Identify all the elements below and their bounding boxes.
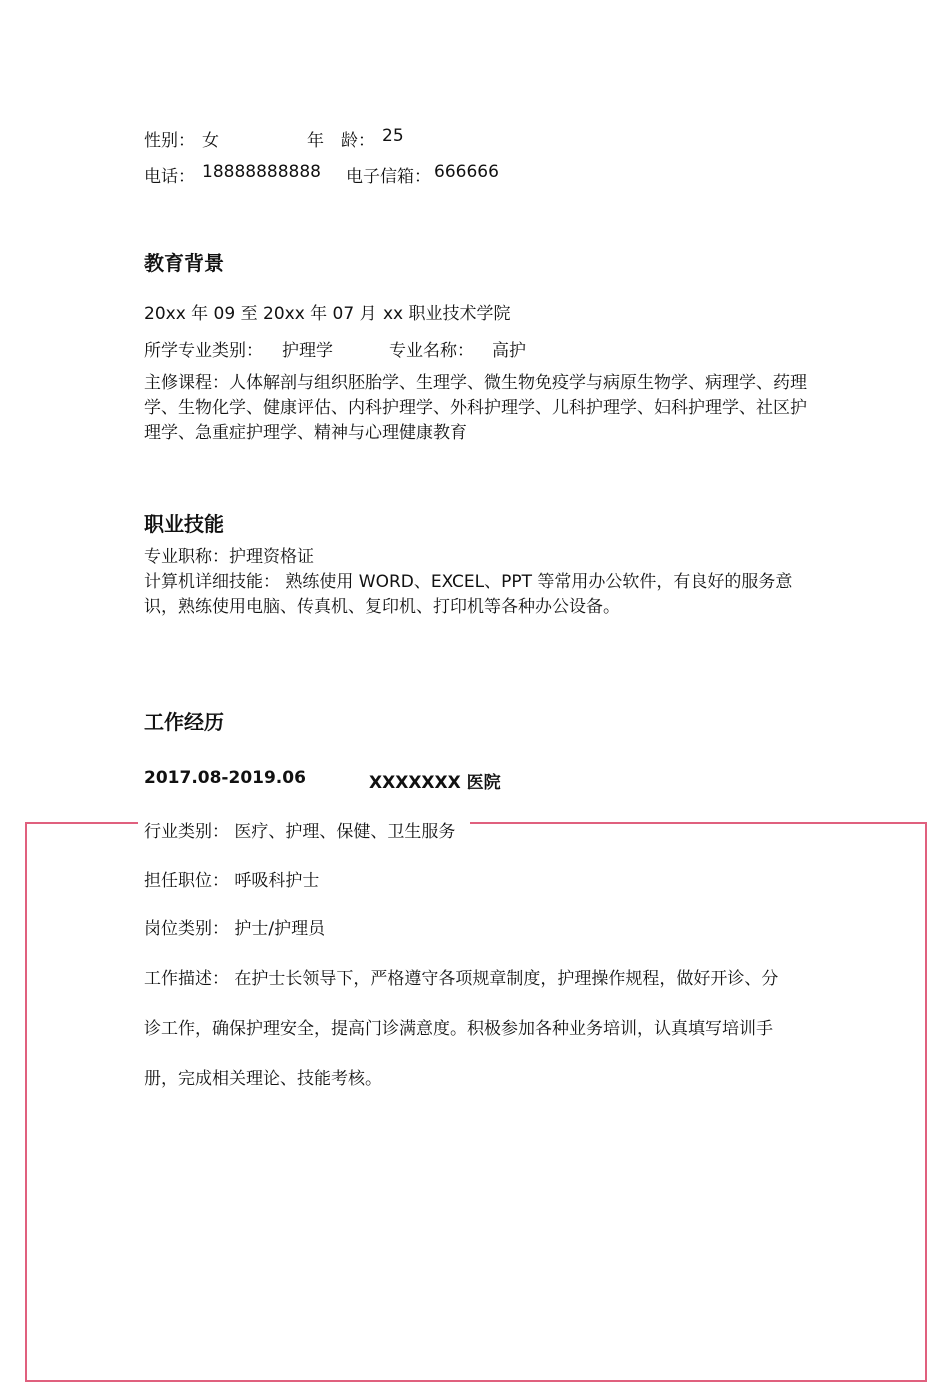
skills-heading: 职业技能 [144, 512, 224, 536]
phone-label: 电话： [144, 167, 195, 187]
description-line-1: 工作描述： 在护士长领导下，严格遵守各项规章制度，护理操作规程，做好开诊、分 [144, 969, 779, 989]
industry-line: 行业类别： 医疗、护理、保健、卫生服务 [144, 822, 456, 842]
description-line-3: 册，完成相关理论、技能考核。 [144, 1069, 382, 1089]
major-name-value: 高护 [492, 341, 526, 361]
age-value: 25 [382, 126, 404, 146]
description-line-2: 诊工作，确保护理安全，提高门诊满意度。积极参加各种业务培训，认真填写培训手 [144, 1019, 773, 1039]
phone-value: 18888888888 [202, 162, 321, 182]
position-line: 担任职位： 呼吸科护士 [144, 871, 320, 891]
major-name-label: 专业名称： [389, 341, 474, 361]
professional-title: 专业职称：护理资格证 [144, 547, 314, 567]
major-category-label: 所学专业类别： [144, 341, 263, 361]
job-type-line: 岗位类别： 护士/护理员 [144, 919, 326, 939]
work-employer: XXXXXXX 医院 [369, 773, 501, 793]
education-heading: 教育背景 [144, 251, 224, 275]
education-period: 20xx 年 09 至 20xx 年 07 月 [144, 304, 377, 324]
work-heading: 工作经历 [144, 710, 224, 734]
major-category-value: 护理学 [282, 341, 333, 361]
page-frame-border [25, 822, 927, 1382]
work-period: 2017.08-2019.06 [144, 768, 306, 788]
computer-skills: 计算机详细技能： 熟练使用 WORD、EXCEL、PPT 等常用办公软件，有良好的服务意识，熟练使用电脑、传真机、复印机、打印机等各种办公设备。 [144, 572, 793, 617]
education-school: xx 职业技术学院 [383, 304, 511, 324]
courses-paragraph: 主修课程：人体解剖与组织胚胎学、生理学、微生物免疫学与病原生物学、病理学、药理学、生物化学、健康评估、内科护理学、外科护理学、儿科护理学、妇科护理学、社区护理学、急重症护理学、精神与心理健康教育 [144, 373, 807, 443]
age-label: 年 龄： [307, 131, 375, 151]
gender-label: 性别： [144, 131, 195, 151]
email-value: 666666 [434, 162, 499, 182]
email-label: 电子信箱： [346, 167, 431, 187]
gender-value: 女 [202, 131, 219, 151]
